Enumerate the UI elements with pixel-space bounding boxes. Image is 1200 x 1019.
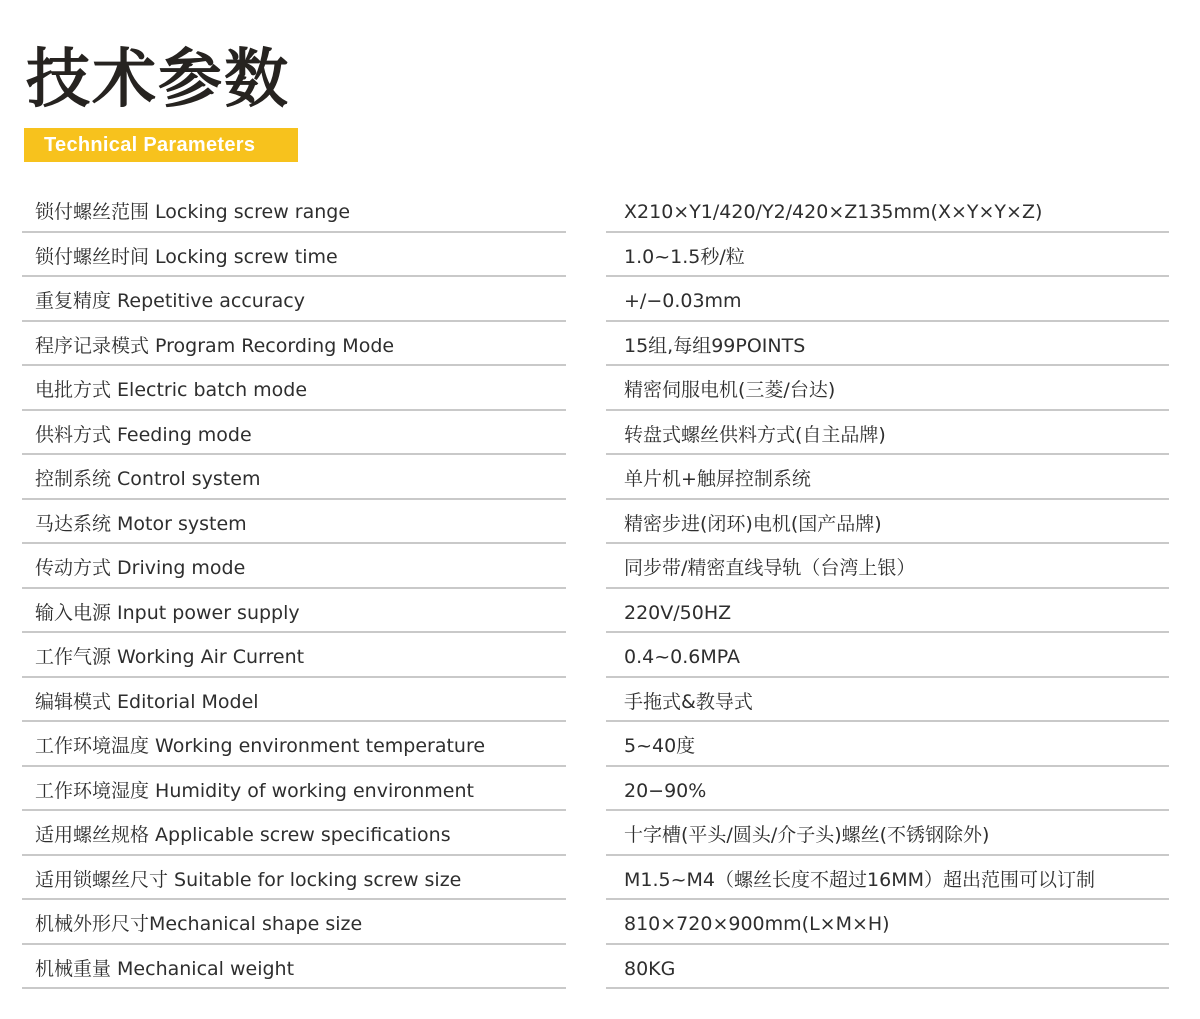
param-name: 锁付螺丝时间 Locking screw time — [22, 233, 566, 278]
param-name: 程序记录模式 Program Recording Mode — [22, 322, 566, 367]
table-row — [0, 767, 1200, 812]
table-row — [0, 366, 1200, 411]
param-name: 控制系统 Control system — [22, 455, 566, 500]
table-row — [0, 500, 1200, 545]
table-row — [0, 589, 1200, 634]
param-value: 同步带/精密直线导轨（台湾上银） — [606, 544, 1169, 589]
table-row — [0, 322, 1200, 367]
param-name: 马达系统 Motor system — [22, 500, 566, 545]
param-name: 编辑模式 Editorial Model — [22, 678, 566, 723]
table-row — [0, 233, 1200, 278]
param-name: 工作环境湿度 Humidity of working environment — [22, 767, 566, 812]
table-row — [0, 188, 1200, 233]
param-value: 精密步进(闭环)电机(国产品牌) — [606, 500, 1169, 545]
param-value: 1.0~1.5秒/粒 — [606, 233, 1169, 278]
table-row — [0, 277, 1200, 322]
param-value: 手拖式&教导式 — [606, 678, 1169, 723]
param-value: M1.5~M4（螺丝长度不超过16MM）超出范围可以订制 — [606, 856, 1169, 901]
param-name: 传动方式 Driving mode — [22, 544, 566, 589]
parameters-table — [0, 188, 1200, 989]
param-name: 工作环境温度 Working environment temperature — [22, 722, 566, 767]
param-value: 十字槽(平头/圆头/介子头)螺丝(不锈钢除外) — [606, 811, 1169, 856]
param-name: 适用锁螺丝尺寸 Suitable for locking screw size — [22, 856, 566, 901]
param-value: 810×720×900mm(L×M×H) — [606, 900, 1169, 945]
param-value: 0.4~0.6MPA — [606, 633, 1169, 678]
table-row — [0, 900, 1200, 945]
param-value: 精密伺服电机(三菱/台达) — [606, 366, 1169, 411]
param-name: 电批方式 Electric batch mode — [22, 366, 566, 411]
table-row — [0, 411, 1200, 456]
param-name: 工作气源 Working Air Current — [22, 633, 566, 678]
table-row — [0, 722, 1200, 767]
section-subtitle-badge: Technical Parameters — [24, 128, 298, 162]
param-value: 220V/50HZ — [606, 589, 1169, 634]
table-row — [0, 856, 1200, 901]
param-value: +/−0.03mm — [606, 277, 1169, 322]
table-row — [0, 811, 1200, 856]
param-name: 机械外形尺寸Mechanical shape size — [22, 900, 566, 945]
param-value: 单片机+触屏控制系统 — [606, 455, 1169, 500]
param-name: 锁付螺丝范围 Locking screw range — [22, 188, 566, 233]
param-name: 供料方式 Feeding mode — [22, 411, 566, 456]
param-name: 适用螺丝规格 Applicable screw specifications — [22, 811, 566, 856]
table-row — [0, 945, 1200, 990]
param-value: 转盘式螺丝供料方式(自主品牌) — [606, 411, 1169, 456]
param-value: 20−90% — [606, 767, 1169, 812]
table-row — [0, 678, 1200, 723]
param-value: X210×Y1/420/Y2/420×Z135mm(X×Y×Y×Z) — [606, 188, 1169, 233]
param-name: 机械重量 Mechanical weight — [22, 945, 566, 990]
param-value: 15组,每组99POINTS — [606, 322, 1169, 367]
page-title: 技术参数 — [26, 43, 290, 117]
table-row — [0, 633, 1200, 678]
table-row — [0, 544, 1200, 589]
table-row — [0, 455, 1200, 500]
param-value: 80KG — [606, 945, 1169, 990]
param-value: 5~40度 — [606, 722, 1169, 767]
param-name: 输入电源 Input power supply — [22, 589, 566, 634]
param-name: 重复精度 Repetitive accuracy — [22, 277, 566, 322]
